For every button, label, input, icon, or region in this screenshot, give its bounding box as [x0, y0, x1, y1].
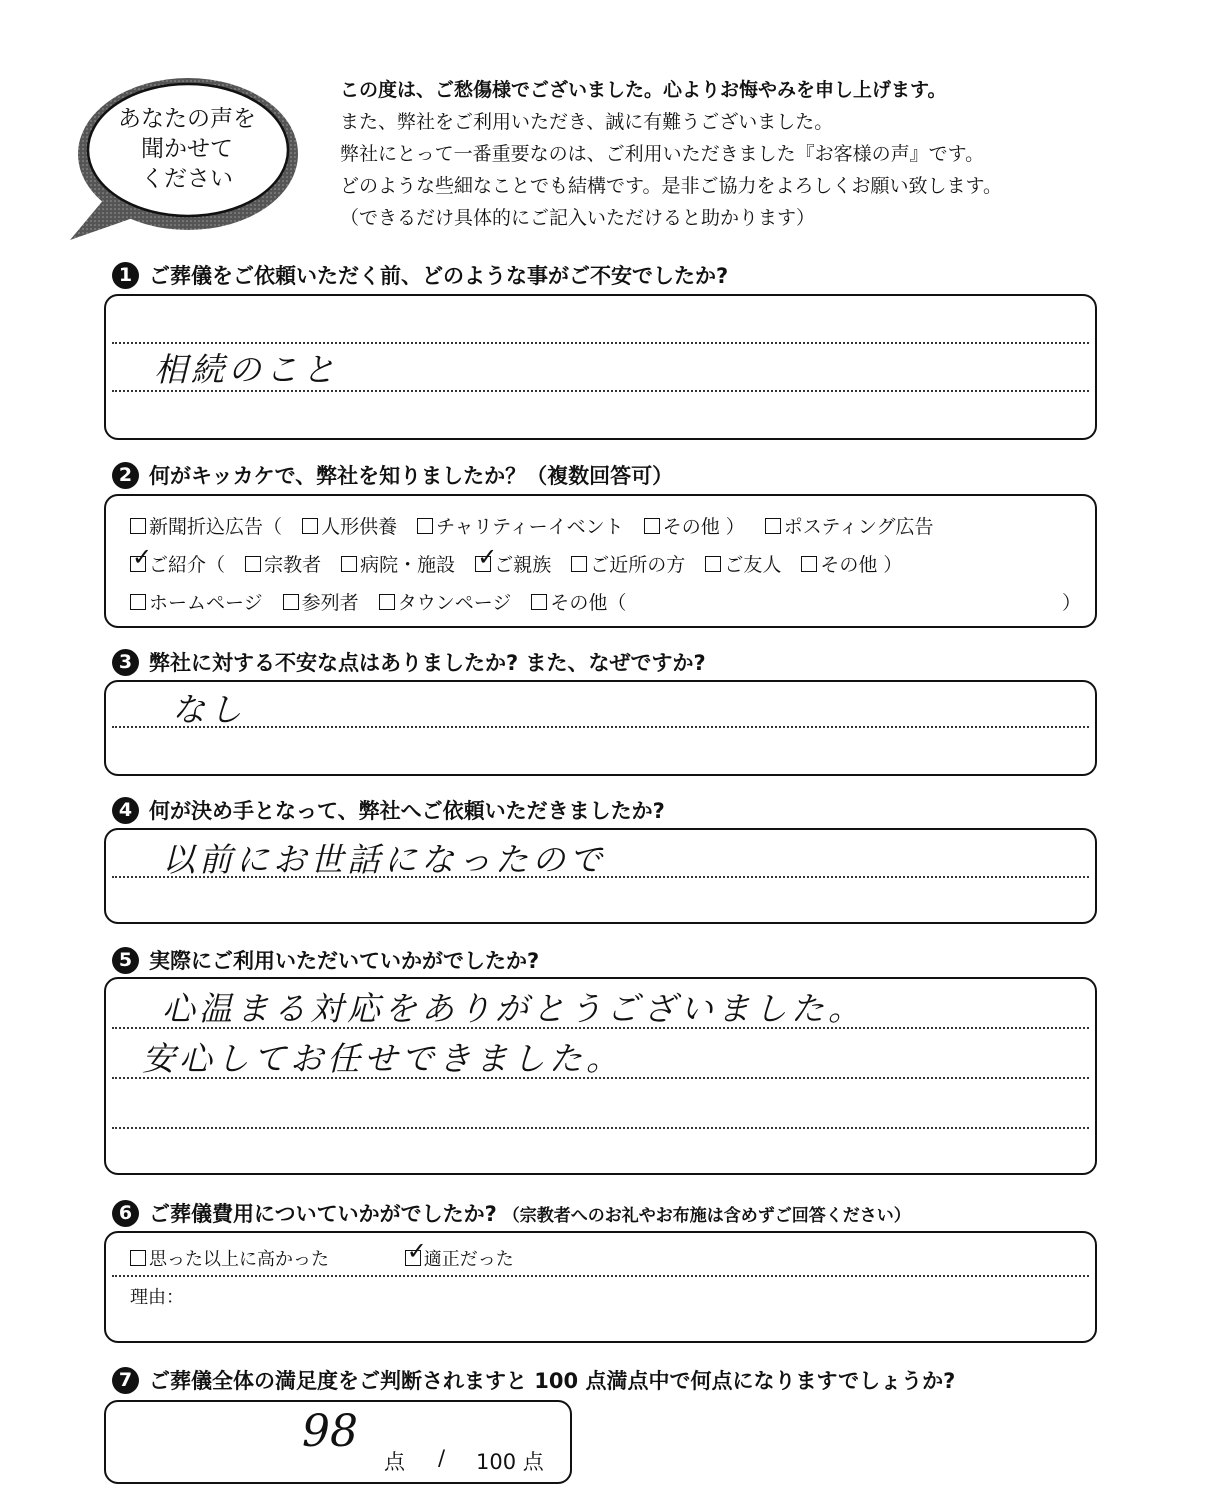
question-text: ご葬儀費用についていかがでしたか?	[149, 1202, 497, 1226]
question-5-answer-box[interactable]	[104, 977, 1097, 1175]
handwritten-answer: 以前にお世話になったので	[162, 840, 606, 879]
bubble-text: あなたの声を 聞かせて ください	[118, 106, 256, 192]
options-row	[130, 588, 1081, 615]
option-friends[interactable]: ご友人	[705, 554, 781, 576]
close-paren: ）	[1061, 592, 1081, 614]
cost-options-row	[130, 1245, 528, 1271]
reason-label: 理由：	[130, 1287, 184, 1308]
checkbox[interactable]	[417, 518, 433, 534]
handwritten-score: 98	[302, 1406, 358, 1457]
checkbox[interactable]	[571, 556, 587, 572]
handwritten-answer-line: 安心してお任せできました。	[142, 1039, 623, 1078]
question-number-badge: 1	[112, 262, 139, 289]
question-4-answer-box[interactable]	[104, 828, 1097, 924]
dotted-rule	[112, 726, 1089, 728]
intro-line: 弊社にとって一番重要なのは、ご利用いただきました『お客様の声』です。	[340, 143, 985, 165]
question-text: 何が決め手となって、弊社へご依頼いただきましたか?	[149, 799, 665, 823]
question-6-title	[112, 1198, 911, 1228]
options-row	[130, 512, 948, 539]
question-6-answer-box	[104, 1231, 1097, 1343]
checkbox[interactable]	[801, 556, 817, 572]
score-max: 100 点	[476, 1450, 544, 1474]
question-text: 弊社に対する不安な点はありましたか? また、なぜですか?	[149, 651, 706, 675]
intro-message	[340, 74, 1160, 234]
question-text: ご葬儀全体の満足度をご判断されますと 100 点満点中で何点になりますでしょうか?	[149, 1369, 956, 1393]
checkbox[interactable]	[705, 556, 721, 572]
question-number-badge: 3	[112, 649, 139, 676]
option-relatives[interactable]: ✓ ご親族	[475, 554, 551, 576]
checkbox-checked[interactable]	[405, 1250, 421, 1266]
intro-line: また、弊社をご利用いただき、誠に有難うございました。	[340, 111, 834, 133]
dotted-rule	[112, 1275, 1089, 1277]
checkbox[interactable]	[765, 518, 781, 534]
option-posting-ad[interactable]: ポスティング広告	[765, 516, 934, 538]
option-other-1[interactable]: その他 ）	[644, 516, 745, 538]
question-1-title	[112, 260, 728, 290]
option-reasonable[interactable]: ✓ 適正だった	[405, 1249, 514, 1270]
handwritten-answer: 相続のこと	[154, 350, 339, 389]
option-too-expensive[interactable]: 思った以上に高かった	[130, 1249, 329, 1270]
option-charity-event[interactable]: チャリティーイベント	[417, 516, 624, 538]
checkbox[interactable]	[130, 594, 146, 610]
question-3-title	[112, 647, 706, 677]
question-2-options-box	[104, 494, 1097, 628]
question-number-badge: 5	[112, 947, 139, 974]
voice-speech-bubble	[70, 72, 300, 242]
score-unit: 点	[384, 1450, 405, 1474]
option-neighbors[interactable]: ご近所の方	[571, 554, 685, 576]
handwritten-answer: なし	[172, 690, 246, 729]
score-slash: /	[438, 1446, 446, 1470]
option-religious[interactable]: 宗教者	[245, 554, 321, 576]
checkbox-checked[interactable]	[130, 556, 146, 572]
option-doll-memorial[interactable]: 人形供養	[302, 516, 397, 538]
question-text: ご葬儀をご依頼いただく前、どのような事がご不安でしたか?	[149, 264, 729, 288]
checkbox[interactable]	[644, 518, 660, 534]
option-other-2[interactable]: その他 ）	[801, 554, 902, 576]
option-attendee[interactable]: 参列者	[283, 592, 359, 614]
question-3-answer-box[interactable]	[104, 680, 1097, 776]
option-other-3[interactable]: その他（	[531, 592, 626, 614]
checkbox-checked[interactable]	[475, 556, 491, 572]
question-2-title	[112, 460, 673, 490]
checkbox[interactable]	[531, 594, 547, 610]
dotted-rule	[112, 1127, 1089, 1129]
question-number-badge: 4	[112, 797, 139, 824]
question-4-title	[112, 795, 665, 825]
option-newspaper[interactable]: 新聞折込広告（	[130, 516, 282, 538]
score-box[interactable]	[104, 1400, 572, 1484]
question-number-badge: 7	[112, 1367, 139, 1394]
checkbox[interactable]	[130, 1250, 146, 1266]
checkbox[interactable]	[283, 594, 299, 610]
checkbox[interactable]	[130, 518, 146, 534]
question-1-answer-box[interactable]	[104, 294, 1097, 440]
question-text: 何がキッカケで、弊社を知りましたか？（複数回答可）	[149, 464, 674, 488]
option-referral[interactable]: ✓ご紹介（	[130, 554, 225, 576]
question-note: （宗教者へのお礼やお布施は含めずご回答ください）	[502, 1205, 911, 1226]
question-number-badge: 2	[112, 462, 139, 489]
question-number-badge: 6	[112, 1200, 139, 1227]
checkbox[interactable]	[341, 556, 357, 572]
checkbox[interactable]	[302, 518, 318, 534]
handwritten-answer-line: 心温まる対応をありがとうございました。	[162, 989, 865, 1028]
option-homepage[interactable]: ホームページ	[130, 592, 263, 614]
question-7-title	[112, 1365, 955, 1395]
option-townpage[interactable]: タウンページ	[379, 592, 512, 614]
options-row	[130, 550, 916, 577]
intro-line: （できるだけ具体的にご記入いただけると助かります）	[340, 207, 816, 229]
intro-line: この度は、ご愁傷様でございました。心よりお悔やみを申し上げます。	[340, 79, 947, 101]
question-5-title	[112, 945, 539, 975]
checkbox[interactable]	[245, 556, 261, 572]
checkbox[interactable]	[379, 594, 395, 610]
question-text: 実際にご利用いただいていかがでしたか?	[149, 949, 540, 973]
intro-line: どのような些細なことでも結構です。是非ご協力をよろしくお願い致します。	[340, 175, 1002, 197]
option-hospital[interactable]: 病院・施設	[341, 554, 455, 576]
